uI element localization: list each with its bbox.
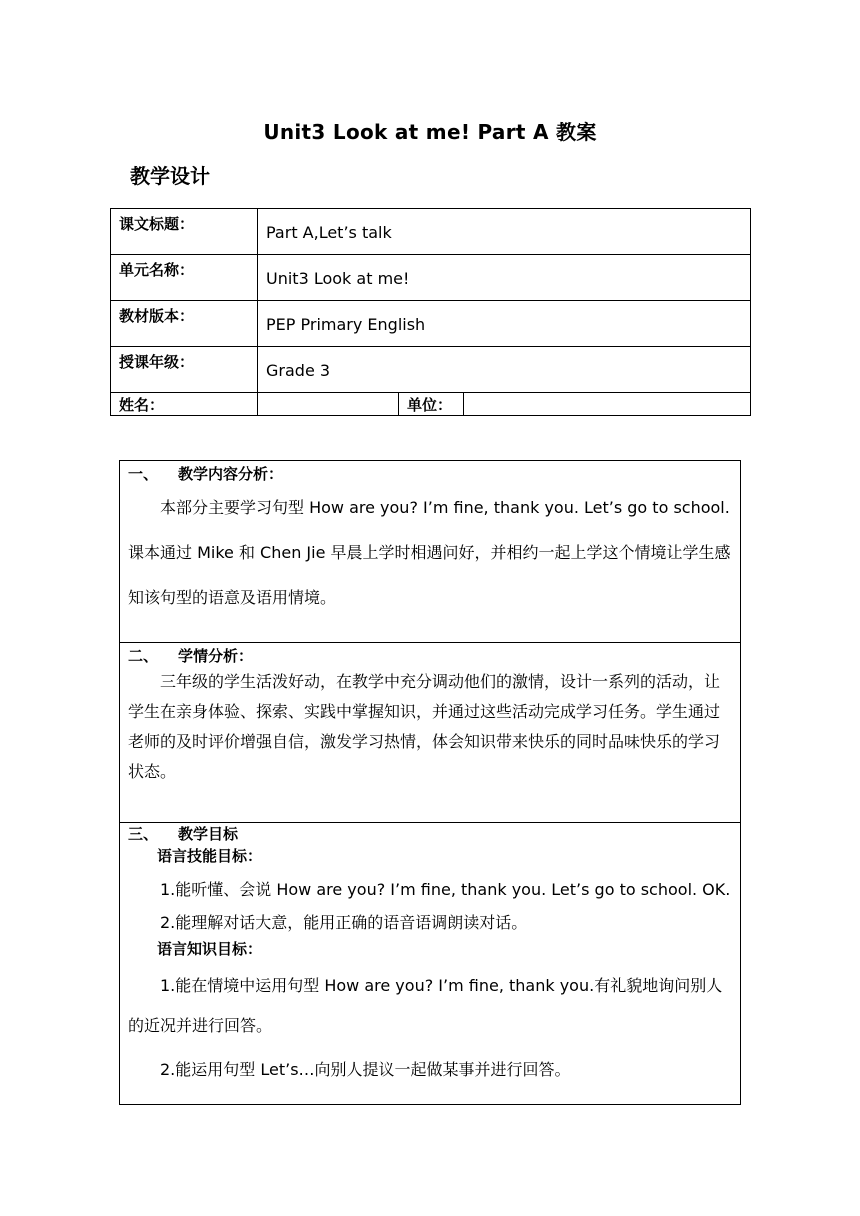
unit-value[interactable]: [464, 393, 750, 394]
section-title-text: 学情分析：: [178, 647, 254, 665]
info-label: 教材版本：: [119, 307, 195, 325]
knowledge-goal-item: 1.能在情境中运用句型 How are you? I’m fine, thank you.有礼貌地询问别人的近况并进行回答。: [128, 976, 723, 1035]
info-value: Grade 3: [266, 361, 331, 380]
skill-goal-item: 2.能理解对话大意，能用正确的语音语调朗读对话。: [160, 913, 528, 932]
knowledge-goals-title: 语言知识目标：: [157, 940, 263, 958]
info-row-name-unit: [111, 393, 751, 416]
skill-goal-item: 1.能听懂、会说 How are you? I’m fine, thank you. Let’s go to school. OK.: [160, 880, 731, 899]
info-row-unit-name: [111, 255, 751, 301]
info-label: 单元名称：: [119, 261, 195, 279]
section-number: 三、: [128, 825, 159, 843]
section-text: 三年级的学生活泼好动，在教学中充分调动他们的激情，设计一系列的活动，让学生在亲身体验、探索、实践中掌握知识，并通过这些活动完成学习任务。学生通过老师的及时评价增强自信，激发学习热情，体会知识带来快乐的同时品味快乐的学习状态。: [128, 672, 721, 781]
knowledge-goal-item: 2.能运用句型 Let’s…向别人提议一起做某事并进行回答。: [160, 1060, 571, 1079]
skill-goals-title: 语言技能目标：: [157, 847, 263, 865]
section-title-text: 教学内容分析：: [178, 465, 284, 483]
section-student-analysis: [120, 643, 741, 823]
info-row-title: [111, 209, 751, 255]
section-title-text: 教学目标: [178, 825, 239, 843]
name-label: 姓名：: [119, 396, 165, 414]
section-heading: 教学设计: [130, 164, 210, 188]
section-title: [128, 645, 732, 667]
unit-label: 单位：: [407, 396, 453, 414]
info-value: PEP Primary English: [266, 315, 426, 334]
info-row-edition: [111, 301, 751, 347]
lesson-info-table: [110, 208, 751, 416]
section-title: [128, 823, 732, 845]
info-value: Unit3 Look at me!: [266, 269, 410, 288]
section-content-analysis: [120, 461, 741, 643]
section-teaching-goals: [120, 823, 741, 1105]
info-row-grade: [111, 347, 751, 393]
name-value[interactable]: [258, 393, 398, 394]
section-number: 一、: [128, 465, 159, 483]
section-text: 本部分主要学习句型 How are you? I’m fine, thank you. Let’s go to school.课本通过 Mike 和 Chen Jie 早晨上学时相遇问好，并相约一起上学这个情境让学生感知该句型的语意及语用情境。: [128, 498, 731, 607]
section-title: [128, 463, 732, 485]
lesson-plan-table: [119, 460, 741, 1105]
info-label: 课文标题：: [119, 215, 195, 233]
document-title: Unit3 Look at me! Part A 教案: [263, 120, 597, 144]
info-value: Part A,Let’s talk: [266, 223, 392, 242]
section-number: 二、: [128, 647, 159, 665]
info-label: 授课年级：: [119, 353, 195, 371]
